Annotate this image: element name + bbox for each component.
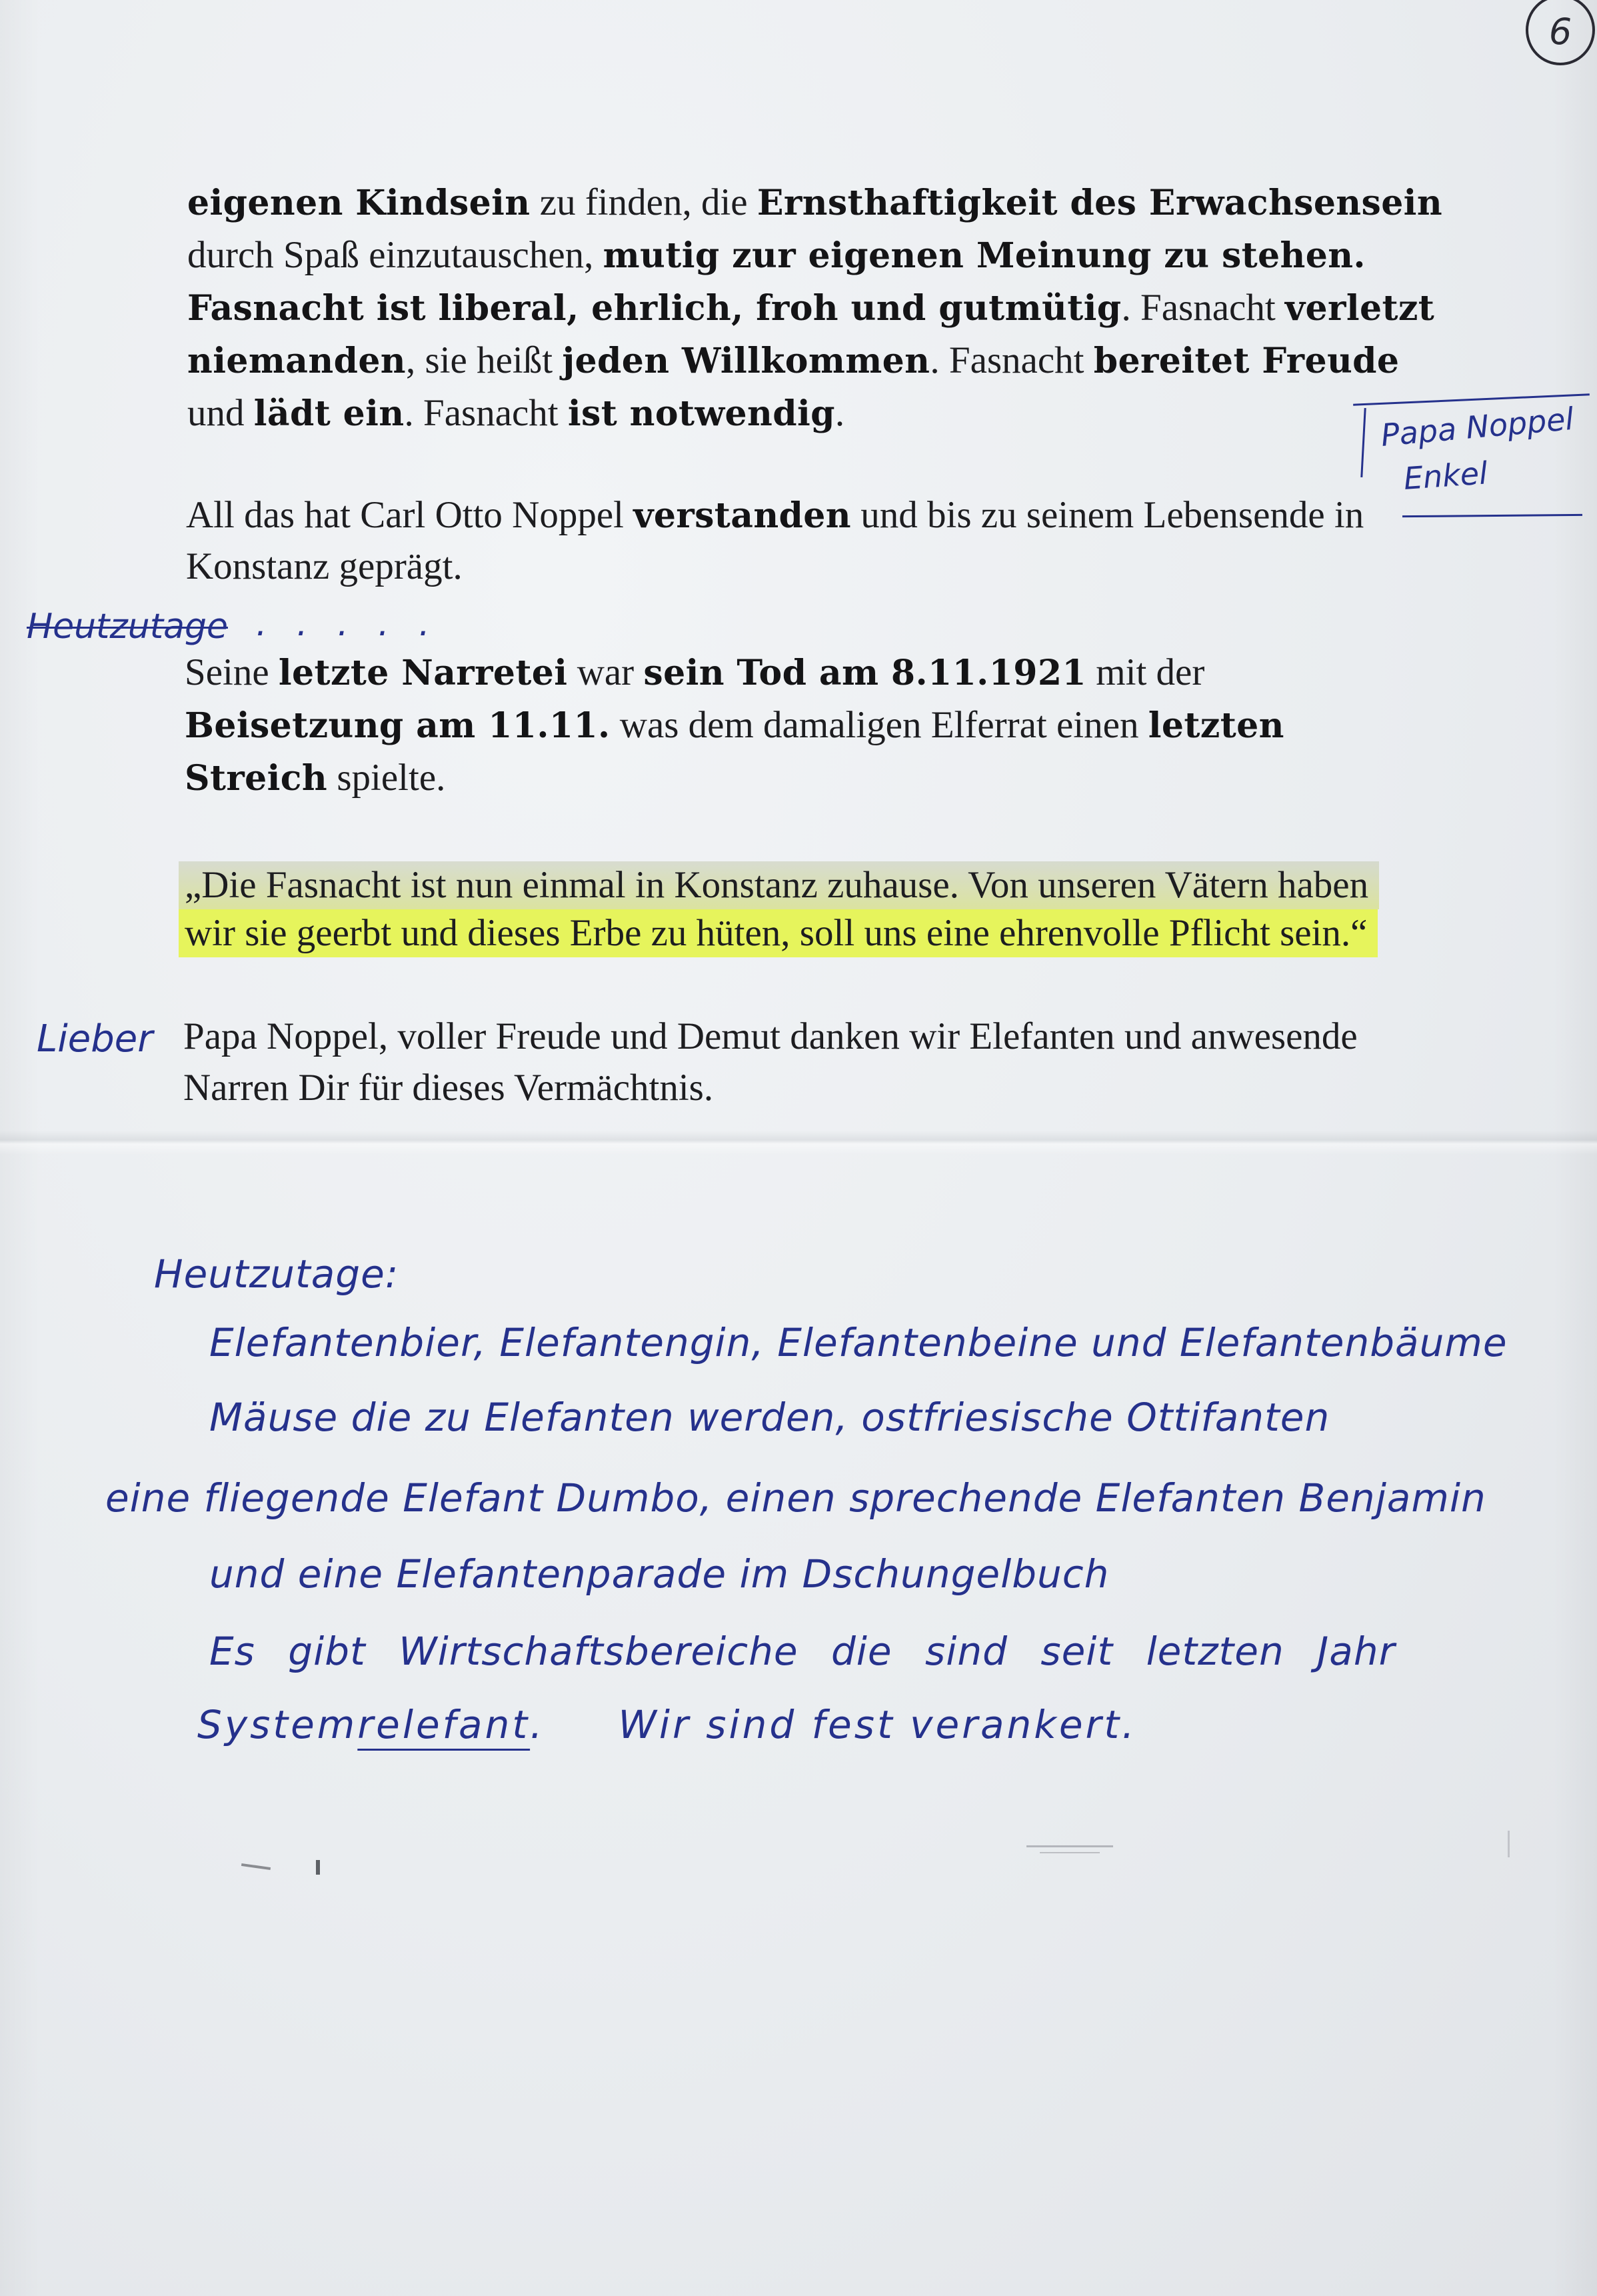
paragraph-4 xyxy=(183,1011,1358,1113)
paragraph-line xyxy=(185,646,1284,699)
bold-text: bereitet Freude xyxy=(1093,341,1400,381)
body-text: . xyxy=(834,392,845,434)
page-number-circle xyxy=(1526,0,1595,65)
bold-text: jeden Willkommen xyxy=(562,341,930,381)
bold-text: niemanden xyxy=(187,341,407,381)
body-text: was dem damaligen Elferrat einen xyxy=(610,704,1148,746)
paragraph-line xyxy=(183,1011,1358,1062)
handwritten-list-line: Elefantenbier, Elefantengin, Elefantenbeine und Elefantenbäume xyxy=(209,1320,1508,1365)
body-text: Seine xyxy=(185,651,279,693)
bold-text: mutig zur eigenen Meinung zu stehen. xyxy=(603,235,1366,276)
bold-text: Beisetzung am 11.11. xyxy=(185,705,611,746)
bold-text: eigenen Kindsein xyxy=(187,183,531,223)
body-text: , sie heißt xyxy=(406,339,563,381)
highlighted-text: „Die Fasnacht ist nun einmal in Konstanz zuhause. Von unseren Vätern haben xyxy=(179,861,1379,909)
body-text: Konstanz geprägt. xyxy=(186,545,463,587)
bold-text: lädt ein xyxy=(253,393,405,434)
paragraph-line xyxy=(186,541,1364,592)
paragraph-line xyxy=(187,229,1442,281)
body-text: war xyxy=(567,651,644,693)
handwritten-period: . xyxy=(530,1702,545,1747)
body-text: . Fasnacht xyxy=(1121,287,1285,329)
body-text: und bis zu seinem Lebensende in xyxy=(850,494,1364,536)
handwritten-list-line: und eine Elefantenparade im Dschungelbuch xyxy=(209,1551,1110,1597)
scan-mark xyxy=(316,1860,320,1875)
handwritten-dots: . . . . . xyxy=(256,604,439,644)
body-text: . Fasnacht xyxy=(404,392,568,434)
paragraph-line xyxy=(186,489,1364,541)
bold-text: sein Tod am 8.11.1921 xyxy=(643,653,1087,693)
paragraph-3 xyxy=(185,646,1284,804)
paragraph-line xyxy=(187,176,1442,229)
bold-text: letzte Narretei xyxy=(278,653,568,693)
handwritten-sentence: Wir sind fest verankert. xyxy=(618,1702,1137,1747)
handwritten-underlined-word: relefant xyxy=(357,1702,531,1747)
handwritten-side-note-line: Enkel xyxy=(1402,455,1489,497)
bold-text: Ernsthaftigkeit des Erwachsensein xyxy=(757,183,1443,223)
handwritten-margin-note: Lieber xyxy=(37,1017,153,1061)
bold-text: Fasnacht ist liberal, ehrlich, froh und gutmütig xyxy=(187,288,1122,329)
body-text: durch Spaß einzutauschen, xyxy=(187,234,603,276)
handwritten-word: System xyxy=(197,1702,358,1747)
bold-text: verstanden xyxy=(633,495,851,536)
scan-mark xyxy=(1508,1831,1510,1857)
bold-text: ist notwendig xyxy=(567,393,835,434)
paragraph-line xyxy=(183,1062,1358,1113)
handwritten-list-line: Mäuse die zu Elefanten werden, ostfriesische Ottifanten xyxy=(209,1395,1330,1440)
handwritten-list-line: Es gibt Wirtschaftsbereiche die sind seit letzten Jahr xyxy=(209,1629,1396,1674)
paragraph-line xyxy=(187,281,1442,334)
bold-text: verletzt xyxy=(1284,288,1435,329)
quote-line xyxy=(179,909,1379,957)
highlighted-quote xyxy=(179,861,1379,957)
body-text: Narren Dir für dieses Vermächtnis. xyxy=(183,1067,714,1109)
body-text: zu finden, die xyxy=(530,181,757,223)
handwritten-closing-line xyxy=(197,1701,1137,1749)
paragraph-line xyxy=(187,334,1442,387)
body-text: mit der xyxy=(1086,651,1205,693)
side-note-bottom-stroke xyxy=(1402,514,1582,517)
body-text: Papa Noppel, voller Freude und Demut danken wir Elefanten und anwesende xyxy=(183,1015,1358,1057)
scan-mark xyxy=(241,1863,271,1870)
scan-mark xyxy=(1040,1852,1100,1853)
handwritten-side-note-line: Papa Noppel xyxy=(1379,400,1576,453)
paragraph-line xyxy=(185,699,1284,751)
quote-line xyxy=(179,861,1379,909)
scan-mark xyxy=(1026,1845,1113,1847)
body-text: und xyxy=(187,392,254,434)
paragraph-line xyxy=(187,387,1442,439)
handwritten-list-title: Heutzutage: xyxy=(154,1251,399,1297)
bold-text: Streich xyxy=(185,758,328,799)
body-text: . Fasnacht xyxy=(930,339,1094,381)
body-text: spielte. xyxy=(327,757,446,799)
handwritten-list-line: eine fliegende Elefant Dumbo, einen sprechende Elefanten Benjamin xyxy=(105,1475,1486,1521)
highlighted-text: wir sie geerbt und dieses Erbe zu hüten, soll uns eine ehrenvolle Pflicht sein.“ xyxy=(179,909,1378,957)
page-number: 6 xyxy=(1548,11,1572,53)
handwritten-margin-note-struck: Heutzutage xyxy=(27,607,228,647)
paragraph-line xyxy=(185,751,1284,804)
paragraph-2 xyxy=(186,489,1364,592)
bold-text: letzten xyxy=(1148,705,1284,746)
body-text: All das hat Carl Otto Noppel xyxy=(186,494,634,536)
paragraph-1 xyxy=(187,176,1442,439)
